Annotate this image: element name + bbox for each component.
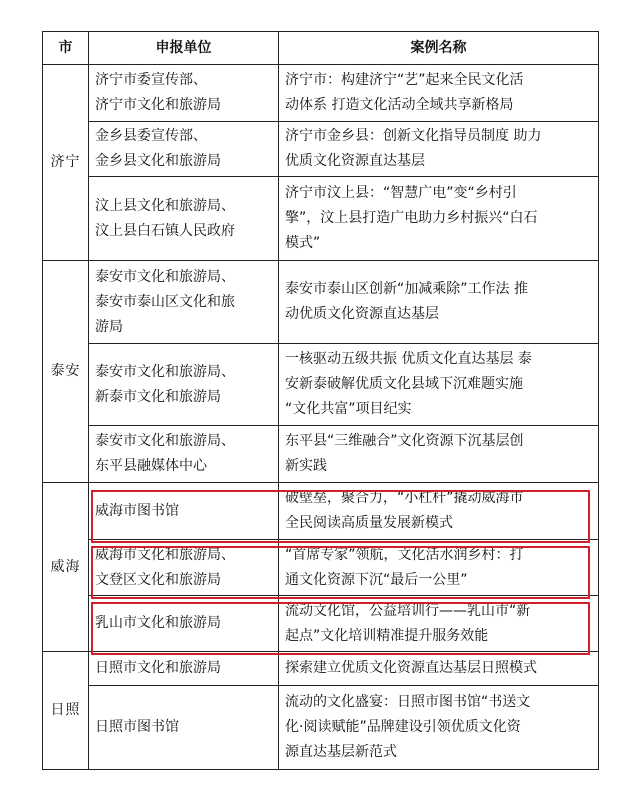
table-row <box>43 652 599 686</box>
table-row <box>43 261 599 344</box>
table-row <box>43 686 599 770</box>
unit-cell: 威海市文化和旅游局、 文登区文化和旅游局 <box>89 540 279 596</box>
case-cell: 东平县“三维融合”文化资源下沉基层创 新实践 <box>279 426 599 483</box>
table-row <box>43 65 599 122</box>
unit-cell: 日照市图书馆 <box>89 686 279 770</box>
unit-cell: 济宁市委宣传部、 济宁市文化和旅游局 <box>89 65 279 122</box>
table-row <box>43 483 599 540</box>
table-row <box>43 122 599 177</box>
case-cell: 泰安市泰山区创新“加减乘除”工作法 推 动优质文化资源直达基层 <box>279 261 599 344</box>
case-cell: 济宁市：构建济宁“艺”起来全民文化活 动体系 打造文化活动全域共享新格局 <box>279 65 599 122</box>
city-cell: 济宁 <box>43 65 89 261</box>
header-case: 案例名称 <box>279 32 599 65</box>
case-cell: “首席专家”领航，文化活水润乡村：打 通文化资源下沉“最后一公里” <box>279 540 599 596</box>
unit-cell: 泰安市文化和旅游局、 东平县融媒体中心 <box>89 426 279 483</box>
table-row <box>43 426 599 483</box>
unit-cell: 泰安市文化和旅游局、 新泰市文化和旅游局 <box>89 344 279 426</box>
unit-cell: 日照市文化和旅游局 <box>89 652 279 686</box>
table-row <box>43 596 599 652</box>
case-cell: 济宁市金乡县：创新文化指导员制度 助力 优质文化资源直达基层 <box>279 122 599 177</box>
case-cell: 探索建立优质文化资源直达基层日照模式 <box>279 652 599 686</box>
header-row <box>43 32 599 65</box>
case-cell: 济宁市汶上县：“智慧广电”变“乡村引 擎”，汶上县打造广电助力乡村振兴“白石 模式” <box>279 177 599 261</box>
table-row <box>43 177 599 261</box>
unit-cell: 威海市图书馆 <box>89 483 279 540</box>
case-cell: 流动文化馆，公益培训行——乳山市“新 起点”文化培训精准提升服务效能 <box>279 596 599 652</box>
city-cell: 泰安 <box>43 261 89 483</box>
header-unit: 申报单位 <box>89 32 279 65</box>
unit-cell: 金乡县委宣传部、 金乡县文化和旅游局 <box>89 122 279 177</box>
case-cell: 一核驱动五级共振 优质文化直达基层 泰 安新泰破解优质文化县域下沉难题实施 “文化共富”项目纪实 <box>279 344 599 426</box>
case-table <box>42 31 599 770</box>
unit-cell: 汶上县文化和旅游局、 汶上县白石镇人民政府 <box>89 177 279 261</box>
header-city: 市 <box>43 32 89 65</box>
case-cell: 流动的文化盛宴：日照市图书馆“书送文 化·阅读赋能”品牌建设引领优质文化资 源直达基层新范式 <box>279 686 599 770</box>
table-row <box>43 344 599 426</box>
case-cell: 破壁垒，聚合力，“小杠杆”撬动威海市 全民阅读高质量发展新模式 <box>279 483 599 540</box>
unit-cell: 乳山市文化和旅游局 <box>89 596 279 652</box>
unit-cell: 泰安市文化和旅游局、 泰安市泰山区文化和旅 游局 <box>89 261 279 344</box>
city-cell: 日照 <box>43 652 89 770</box>
table-row <box>43 540 599 596</box>
city-cell: 威海 <box>43 483 89 652</box>
